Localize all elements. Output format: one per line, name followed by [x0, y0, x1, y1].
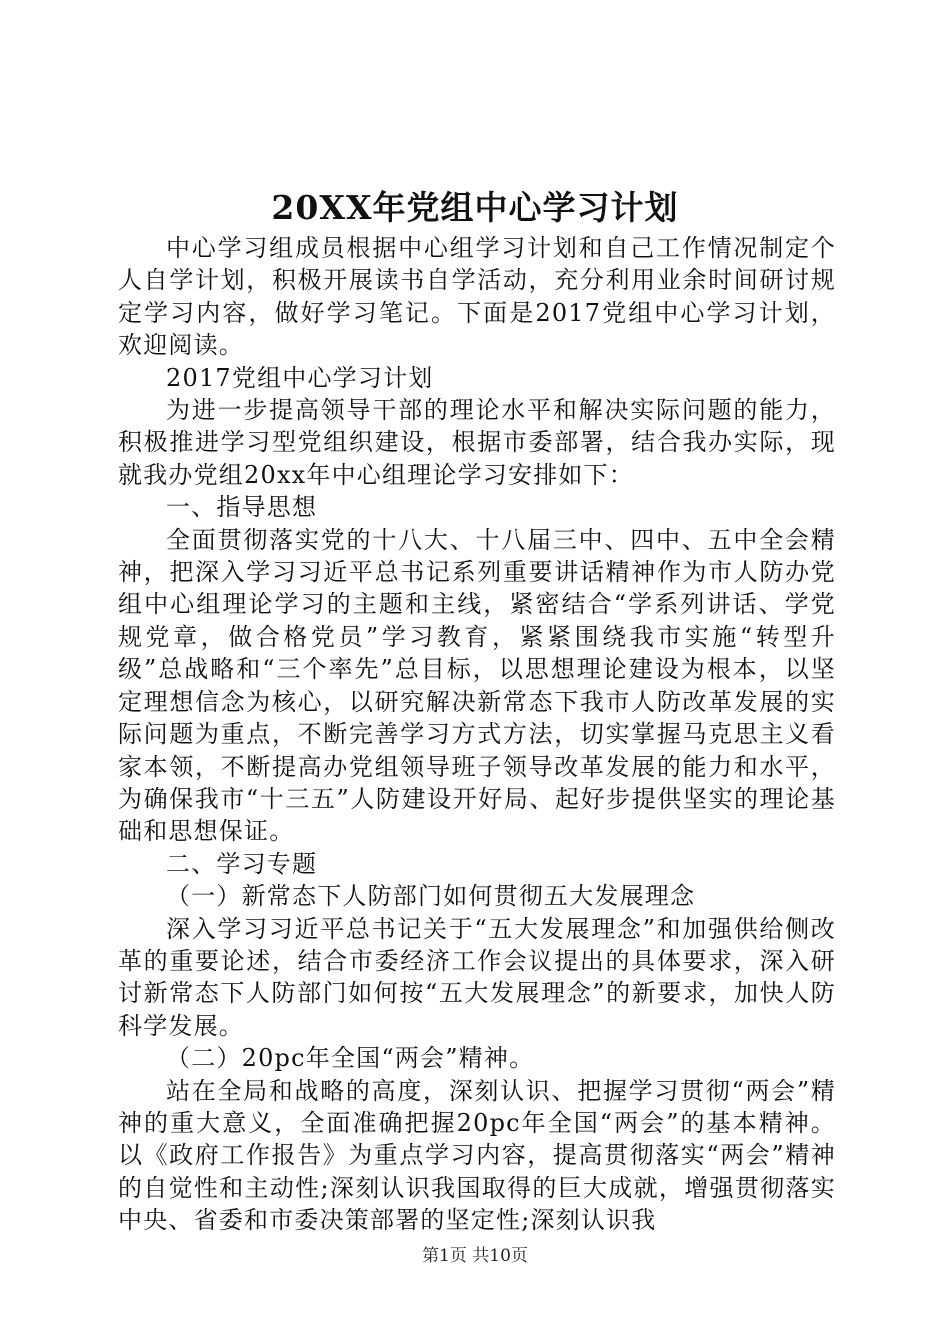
page-footer: 第1页 共10页	[422, 1246, 528, 1266]
section-heading-guiding-ideology: 一、指导思想	[166, 493, 318, 522]
topic-2-paragraph: 站在全局和战略的高度，深刻认识、把握学习贯彻“两会”精神的重大意义，全面准确把握20pc年全国“两会”的基本精神。以《政府工作报告》为重点学习内容，提高贯彻落实“两会”精神的自觉性和主动性;深刻认识我国取得的巨大成就，增强贯彻落实中央、省委和市委决策部署的坚定性;深刻认识我	[118, 1076, 836, 1235]
section-heading-study-topics: 二、学习专题	[166, 849, 318, 878]
topic-heading-2: （二）20pc年全国“两会”精神。	[166, 1044, 535, 1073]
preface-paragraph: 为进一步提高领导干部的理论水平和解决实际问题的能力，积极推进学习型党组织建设，根据市委部署，结合我办实际，现就我办党组20xx年中心组理论学习安排如下：	[118, 396, 836, 489]
plan-subtitle: 2017党组中心学习计划	[166, 363, 434, 392]
guiding-ideology-paragraph: 全面贯彻落实党的十八大、十八届三中、四中、五中全会精神，把深入学习习近平总书记系列重要讲话精神作为市人防办党组中心组理论学习的主题和主线，紧密结合“学系列讲话、学党规党章，做合格党员”学习教育，紧紧围绕我市实施“转型升级”总战略和“三个率先”总目标，以思想理论建设为根本，以坚定理想信念为核心，以研究解决新常态下我市人防改革发展的实际问题为重点，不断完善学习方式方法，切实掌握马克思主义看家本领，不断提高办党组领导班子领导改革发展的能力和水平，为确保我市“十三五”人防建设开好局、起好步提供坚实的理论基础和思想保证。	[118, 525, 836, 846]
document-title: 20XX年党组中心学习计划	[271, 188, 679, 227]
document-body	[118, 232, 836, 1237]
intro-paragraph: 中心学习组成员根据中心组学习计划和自己工作情况制定个人自学计划，积极开展读书自学活动，充分利用业余时间研讨规定学习内容，做好学习笔记。下面是2017党组中心学习计划，欢迎阅读。	[118, 234, 836, 360]
topic-heading-1: （一）新常态下人防部门如何贯彻五大发展理念	[166, 882, 696, 911]
topic-1-paragraph: 深入学习习近平总书记关于“五大发展理念”和加强供给侧改革的重要论述，结合市委经济工作会议提出的具体要求，深入研讨新常态下人防部门如何按“五大发展理念”的新要求，加快人防科学发展。	[118, 914, 836, 1040]
